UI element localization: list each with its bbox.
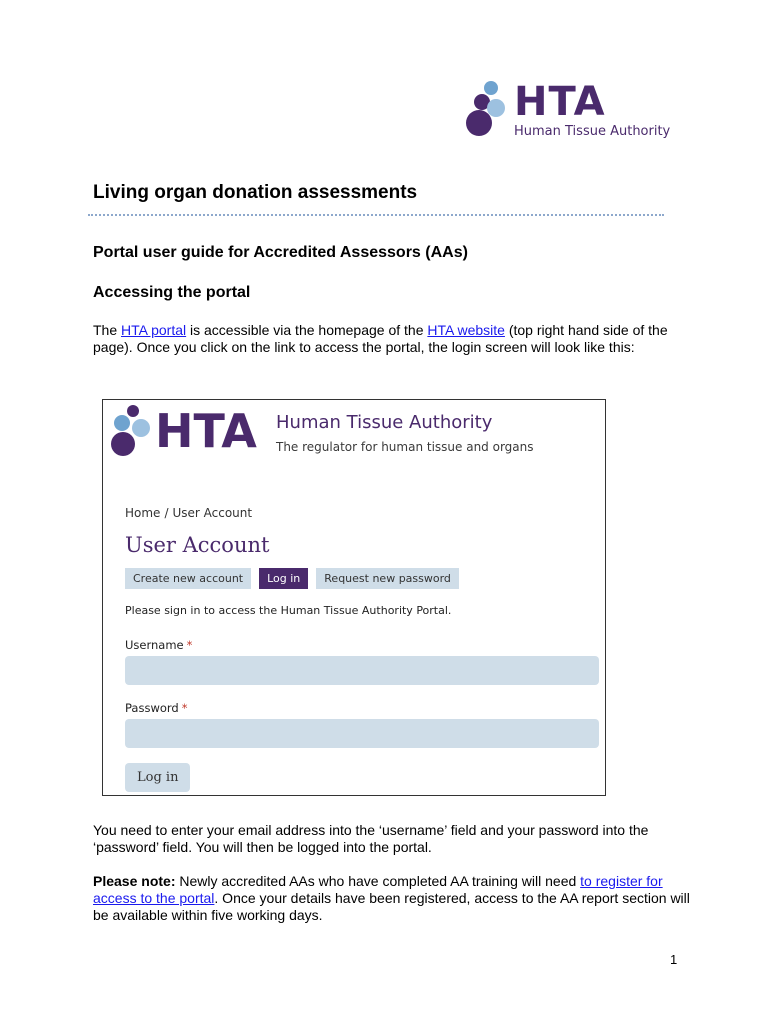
required-marker: * [186,638,193,652]
section-heading: Accessing the portal [93,284,251,301]
document-title: Living organ donation assessments [93,182,418,203]
logo-text: HTA [514,79,606,125]
password-input[interactable] [125,719,599,748]
breadcrumb-home[interactable]: Home [125,506,161,520]
account-tabs [125,568,459,589]
username-label: Username * [125,638,193,652]
sign-in-intro: Please sign in to access the Human Tissue Authority Portal. [125,604,452,617]
password-label: Password * [125,701,188,715]
breadcrumb-separator: / [164,506,169,520]
screenshot-logo-text: HTA [155,404,257,458]
document-subtitle: Portal user guide for Accredited Assessors (AAs) [93,244,468,261]
page-number: 1 [670,952,678,967]
screenshot-logo-icon [109,404,155,462]
intro-paragraph: The HTA portal is accessible via the homepage of the HTA website (top right hand side of the page). Once you click on the link to access the portal, the login screen will look like this: [93,322,668,355]
tab-request-password[interactable]: Request new password [316,568,459,589]
tab-log-in[interactable]: Log in [259,568,308,589]
register-access-link[interactable]: to register for access to the portal [93,873,663,906]
screenshot-tagline: The regulator for human tissue and organs [276,440,534,454]
login-instructions: You need to enter your email address into the ‘username’ field and your password into the ‘password’ field. You will then be logged into the portal. [93,822,649,855]
required-marker: * [181,701,188,715]
note-paragraph: Please note: Newly accredited AAs who have completed AA training will need to register for access to the portal. Once your details have been registered, access to the AA report section will be available within five working days. [93,873,690,923]
tab-create-account[interactable]: Create new account [125,568,251,589]
breadcrumb-current: User Account [172,506,253,520]
log-in-button[interactable]: Log in [125,763,190,792]
logo-subtitle: Human Tissue Authority [514,124,671,139]
login-screenshot [102,399,606,796]
hta-portal-link[interactable]: HTA portal [121,322,187,338]
hta-website-link[interactable]: HTA website [427,322,505,338]
screenshot-org-name: Human Tissue Authority [276,412,493,433]
logo-circles-icon [462,78,514,140]
username-input[interactable] [125,656,599,685]
page-title: User Account [125,533,270,557]
breadcrumb [125,506,256,520]
dotted-divider [88,214,664,216]
hta-logo [462,78,682,148]
